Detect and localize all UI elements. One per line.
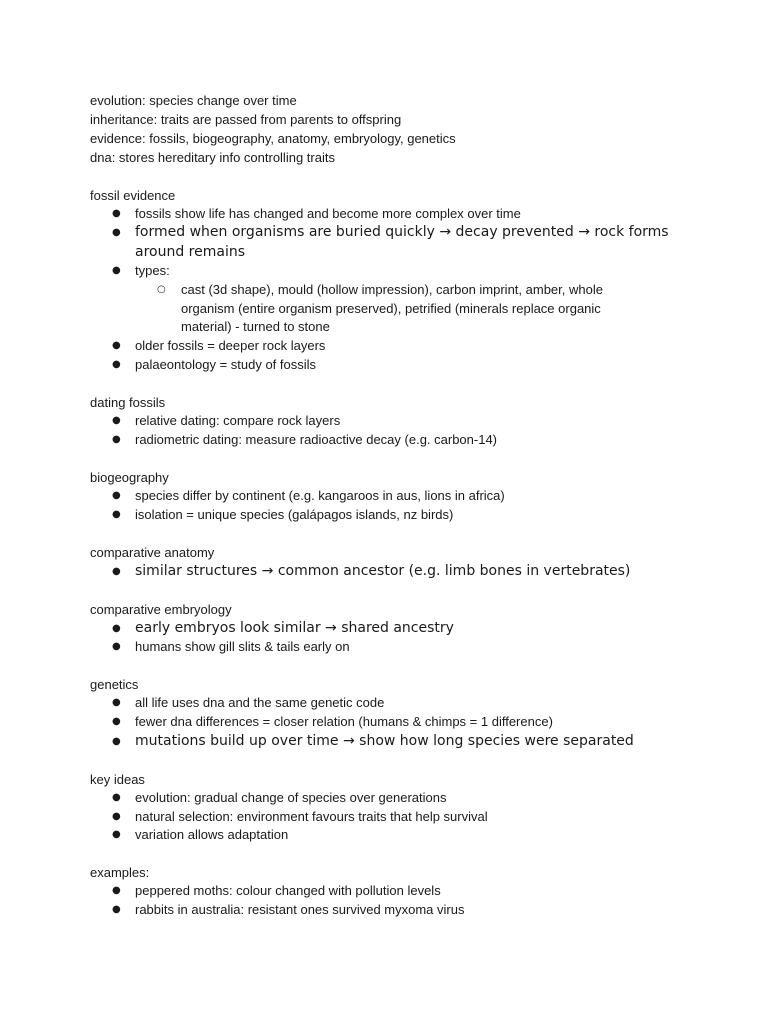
bullet-list — [90, 882, 690, 919]
document-page — [90, 91, 690, 920]
list-item: ● fossils show life has changed and become more complex over time — [90, 205, 690, 224]
intro-line-dna: dna: stores hereditary info controlling traits — [90, 150, 335, 165]
section-dating-fossils — [90, 393, 690, 449]
section-heading: comparative anatomy — [90, 544, 215, 560]
section-biogeography — [90, 468, 690, 524]
list-item: ● variation allows adaptation — [90, 826, 690, 845]
section-heading: fossil evidence — [90, 187, 176, 203]
sub-list-item: ○ cast (3d shape), mould (hollow impression), carbon imprint, amber, whole organism (entire organism preserved), petrified (minerals replace organic material) - turned to stone — [90, 281, 641, 337]
list-item: ● mutations build up over time → show how long species were separated — [90, 732, 690, 752]
list-item: ● radiometric dating: measure radioactive decay (e.g. carbon-14) — [90, 431, 690, 450]
section-comparative-embryology — [90, 600, 690, 657]
sub-bullet-list — [90, 281, 690, 337]
list-item: ● species differ by continent (e.g. kangaroos in aus, lions in africa) — [90, 487, 690, 506]
section-genetics — [90, 675, 690, 751]
section-key-ideas — [90, 770, 690, 845]
list-item: ● older fossils = deeper rock layers — [90, 337, 690, 356]
list-item: ● isolation = unique species (galápagos islands, nz birds) — [90, 506, 690, 525]
list-item: ● all life uses dna and the same genetic code — [90, 694, 690, 713]
section-heading: key ideas — [90, 771, 145, 787]
list-item: ● palaeontology = study of fossils — [90, 356, 690, 375]
bullet-list — [90, 789, 690, 845]
section-heading: biogeography — [90, 469, 169, 485]
section-fossil-evidence — [90, 186, 690, 375]
section-heading: examples: — [90, 865, 150, 881]
spacer — [90, 751, 690, 770]
list-item: ● types: — [90, 262, 690, 281]
list-item: ● similar structures → common ancestor (e.g. limb bones in vertebrates) — [90, 562, 690, 582]
list-item: ● evolution: gradual change of species over generations — [90, 789, 690, 808]
section-comparative-anatomy — [90, 543, 690, 582]
spacer — [90, 657, 690, 676]
bullet-list — [90, 694, 690, 751]
intro-line-evolution: evolution: species change over time — [90, 93, 297, 108]
bullet-list — [90, 619, 690, 657]
intro-definitions — [90, 91, 690, 167]
bullet-list — [90, 562, 690, 582]
section-heading: comparative embryology — [90, 601, 232, 617]
spacer — [90, 449, 690, 468]
bullet-list — [90, 337, 690, 374]
list-item: ● relative dating: compare rock layers — [90, 412, 690, 431]
spacer — [90, 845, 690, 864]
list-item: ● rabbits in australia: resistant ones survived myxoma virus — [90, 901, 690, 920]
spacer — [90, 167, 690, 186]
list-item: ● early embryos look similar → shared ancestry — [90, 619, 690, 639]
section-heading: genetics — [90, 677, 139, 693]
section-heading: dating fossils — [90, 394, 166, 410]
intro-line-evidence: evidence: fossils, biogeography, anatomy, embryology, genetics — [90, 131, 456, 146]
list-item: ● natural selection: environment favours traits that help survival — [90, 808, 690, 827]
spacer — [90, 374, 690, 393]
section-examples — [90, 863, 690, 919]
list-item: ● peppered moths: colour changed with pollution levels — [90, 882, 690, 901]
spacer — [90, 524, 690, 543]
list-item: ● formed when organisms are buried quickly → decay prevented → rock forms around remains — [90, 223, 695, 262]
spacer — [90, 581, 690, 600]
intro-line-inheritance: inheritance: traits are passed from parents to offspring — [90, 112, 402, 127]
bullet-list — [90, 487, 690, 524]
list-item: ● humans show gill slits & tails early on — [90, 638, 690, 657]
list-item: ● fewer dna differences = closer relation (humans & chimps = 1 difference) — [90, 713, 690, 732]
bullet-list — [90, 412, 690, 449]
bullet-list — [90, 205, 690, 281]
